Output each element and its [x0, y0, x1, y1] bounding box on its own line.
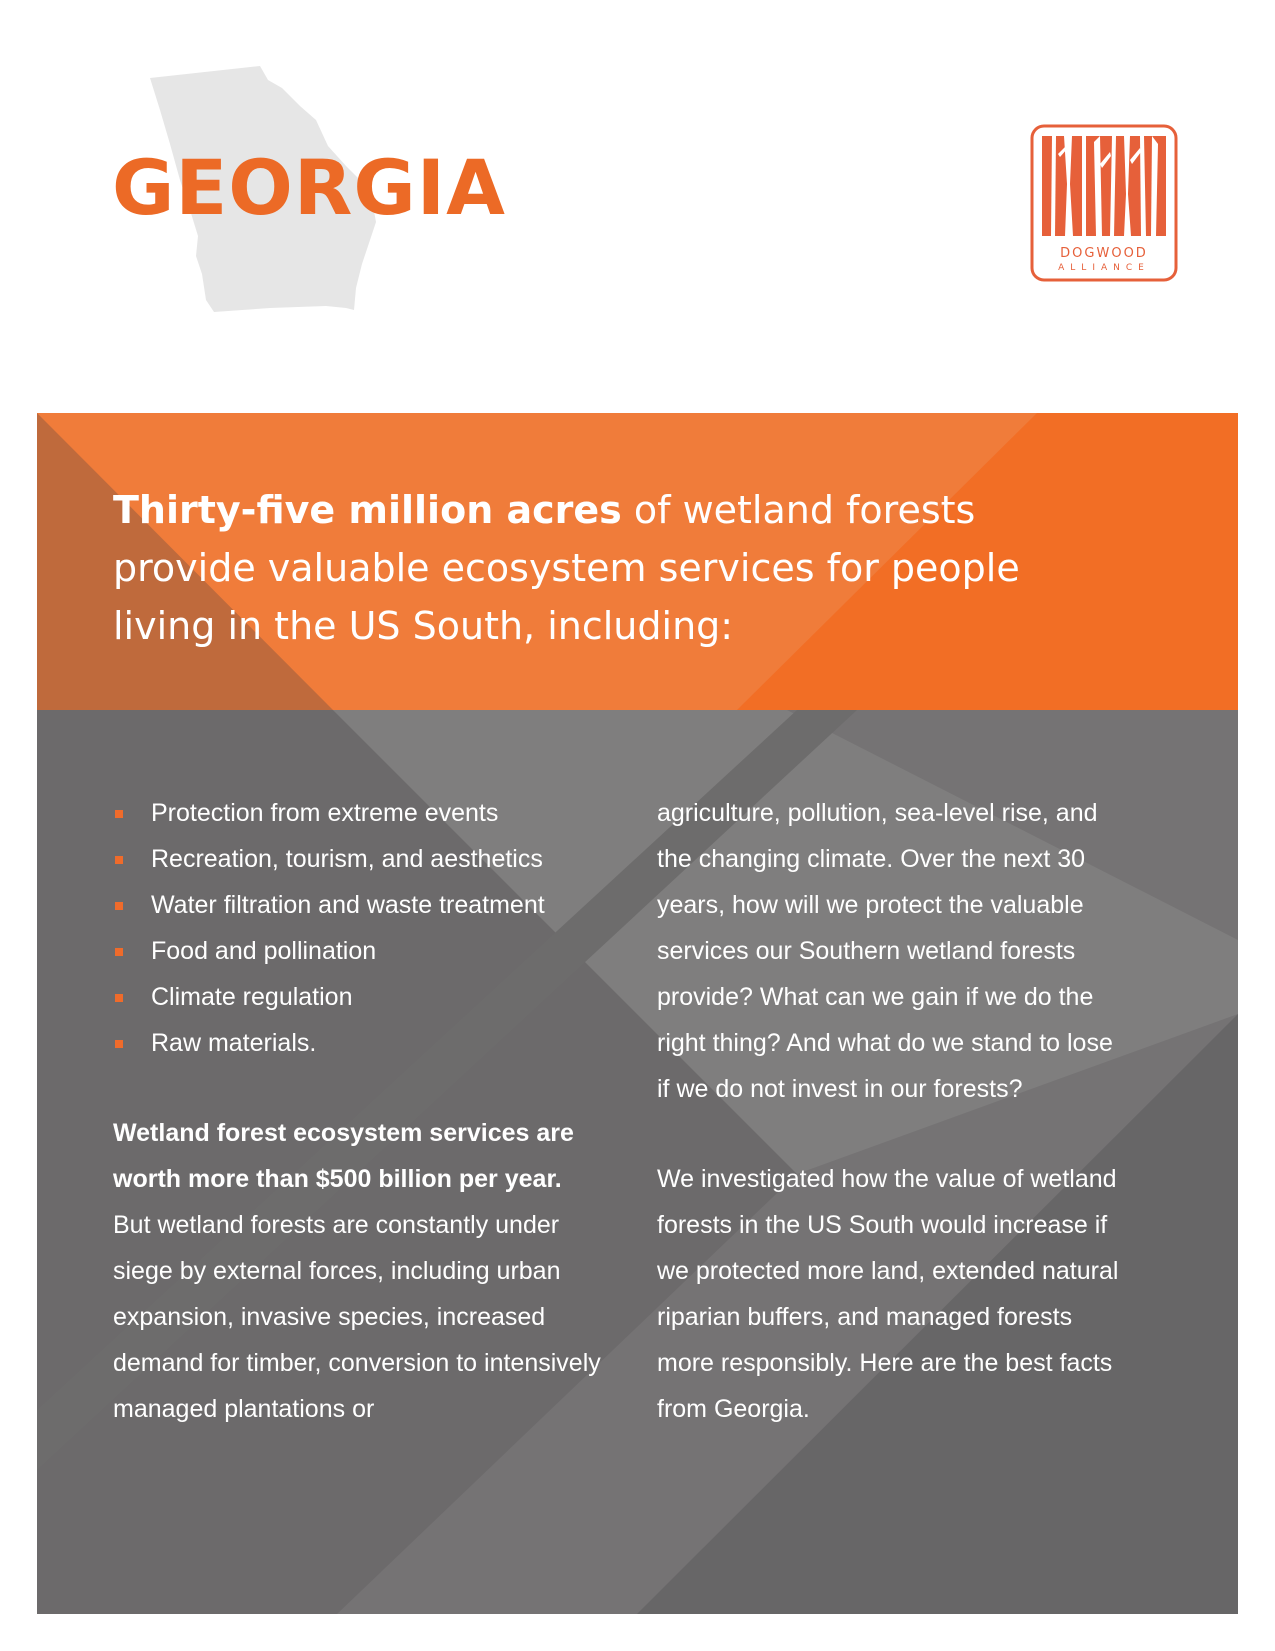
dogwood-alliance-logo [1030, 124, 1178, 284]
bullet-icon [115, 994, 123, 1002]
list-item: Raw materials. [113, 1020, 583, 1066]
list-item: Recreation, tourism, and aesthetics [113, 836, 583, 882]
threats-paragraph: agriculture, pollution, sea-level rise, and the changing climate. Over the next 30 years, how will we protect the valuable services our Southern wetland forests provide? What can we gain if we do the right thing? And what do we stand to lose if we do not invest in our forests? [657, 799, 1113, 1103]
logo-name: DOGWOOD [1060, 246, 1148, 261]
intro-body: of wetland forests provide valuable ecosystem services for people living in the US South, including: [113, 488, 1020, 648]
intro-highlight: Thirty-five million acres [113, 488, 622, 532]
bullet-icon [115, 856, 123, 864]
bullet-icon [115, 948, 123, 956]
value-body: But wetland forests are constantly under siege by external forces, including urban expansion, invasive species, increased demand for timber, conversion to intensively managed plantations or [113, 1211, 601, 1423]
content-panel [37, 710, 1238, 1614]
intro-statement [113, 481, 1113, 655]
intro-banner [37, 413, 1238, 710]
page-title: GEORGIA [112, 143, 506, 232]
value-highlight: Wetland forest ecosystem services are worth more than $500 billion per year. [113, 1119, 574, 1193]
value-paragraph [113, 1110, 603, 1432]
list-item: Water filtration and waste treatment [113, 882, 583, 928]
bullet-icon [115, 810, 123, 818]
list-item: Climate regulation [113, 974, 583, 1020]
list-item: Food and pollination [113, 928, 583, 974]
bullet-icon [115, 902, 123, 910]
list-item: Protection from extreme events [113, 790, 583, 836]
bullet-icon [115, 1040, 123, 1048]
services-list [113, 790, 583, 1066]
logo-subtitle: ALLIANCE [1058, 263, 1150, 273]
investigation-paragraph: We investigated how the value of wetland forests in the US South would increase if we protected more land, extended natural riparian buffers, and managed forests more responsibly. Here are the best facts from Georgia. [657, 1165, 1119, 1423]
